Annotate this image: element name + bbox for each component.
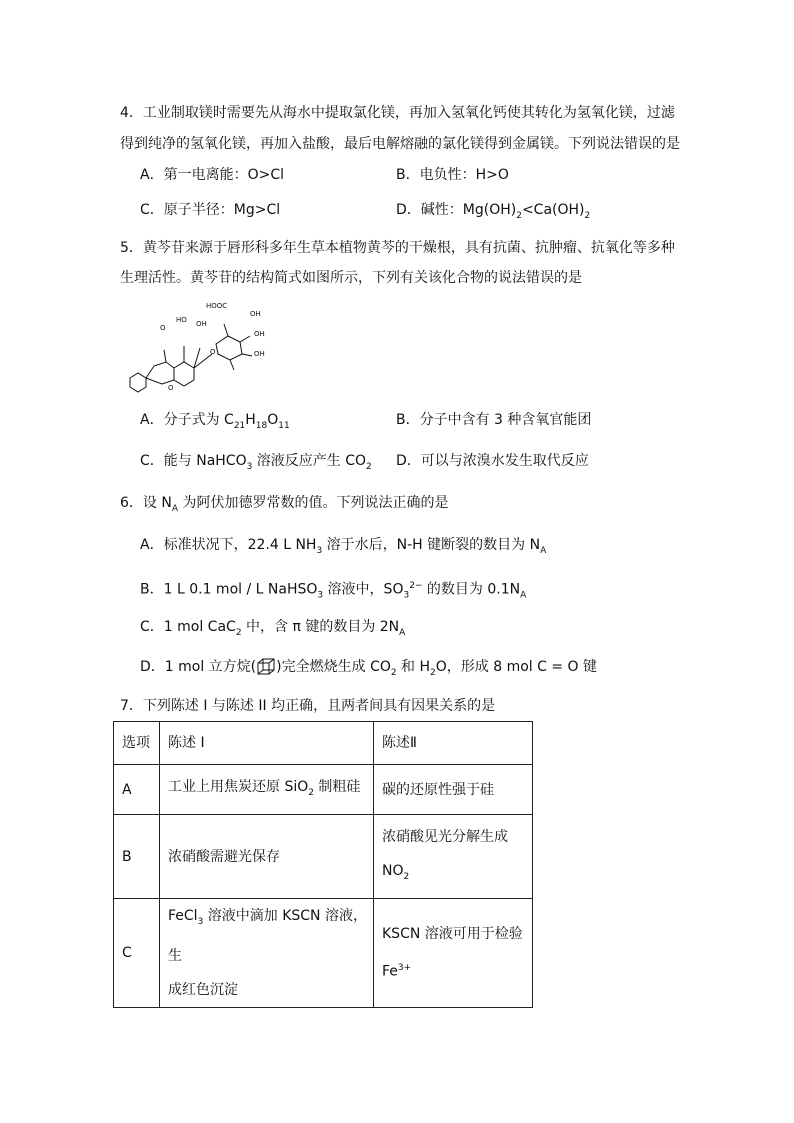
q6-option-c: C．1 mol CaC$_2$ 中，含 π 键的数目为 $2N_A$ bbox=[140, 619, 406, 638]
q5-stem-line1: 5．黄芩苷来源于唇形科多年生草本植物黄芩的干燥根，具有抗菌、抗肿瘤、抗氧化等多种 bbox=[120, 240, 675, 256]
q5-stem-line2: 生理活性。黄芩苷的结构简式如图所示，下列有关该化合物的说法错误的是 bbox=[120, 270, 582, 286]
q4-stem-line2: 得到纯净的氢氧化镁，再加入盐酸，最后电解熔融的氯化镁得到金属镁。下列说法错误的是 bbox=[120, 136, 680, 152]
row-b-statement-1: 浓硝酸需避光保存 bbox=[160, 815, 374, 899]
row-b-option: B bbox=[114, 815, 160, 899]
q5-option-c: C．能与 NaHCO$_3$ 溶液反应产生 $CO_2$ bbox=[140, 453, 372, 472]
header-option: 选项 bbox=[114, 722, 160, 765]
q6-option-d: D．1 mol 立方烷( )完全燃烧生成 $CO_2$ 和 $H_2O$，形成 8 mol C = O 键 bbox=[140, 659, 598, 678]
row-a-statement-1: 工业上用焦炭还原 SiO$_2$ 制粗硅 bbox=[160, 765, 374, 815]
oh-label-2: OH bbox=[250, 310, 261, 318]
table-row bbox=[114, 815, 533, 899]
baicalin-structure bbox=[116, 296, 276, 396]
cubane-icon bbox=[256, 657, 276, 677]
q5-option-d: D．可以与浓溴水发生取代反应 bbox=[396, 453, 589, 469]
row-c-option: C bbox=[114, 899, 160, 1008]
row-a-statement-2: 碳的还原性强于硅 bbox=[374, 765, 533, 815]
ketone-o-label: O bbox=[160, 324, 166, 332]
row-a-option: A bbox=[114, 765, 160, 815]
row-c-statement-1: FeCl$_3$ 溶液中滴加 KSCN 溶液，生 成红色沉淀 bbox=[160, 899, 374, 1008]
row-c-statement-2: KSCN 溶液可用于检验 $Fe^{3+}$ bbox=[374, 899, 533, 1008]
q4-option-b: B．电负性：H>O bbox=[396, 167, 509, 183]
q6-option-a: A．标准状况下，22.4 L $NH_3$ 溶于水后，N-H 键断裂的数目为 $N_A$ bbox=[140, 537, 547, 556]
header-statement-2: 陈述Ⅱ bbox=[374, 722, 533, 765]
ether-o-label: O bbox=[210, 348, 216, 356]
q6-option-b: B．1 L 0.1 mol / L NaHSO$_3$ 溶液中，$SO_3^{2-}$ 的数目为 $0.1N_A$ bbox=[140, 581, 527, 601]
q4-option-d: D．碱性：$Mg(OH)_2<Ca(OH)_2$ bbox=[396, 202, 591, 221]
q5-option-a: A．分子式为 $C_{21}H_{18}O_{11}$ bbox=[140, 412, 290, 431]
q7-stem: 7．下列陈述 I 与陈述 II 均正确，且两者间具有因果关系的是 bbox=[120, 698, 496, 714]
table-row bbox=[114, 899, 533, 1008]
oh-label-3: OH bbox=[254, 330, 265, 338]
cooh-label: HOOC bbox=[206, 302, 228, 310]
q4-option-a: A．第一电离能：O>Cl bbox=[140, 167, 284, 183]
table-row bbox=[114, 765, 533, 815]
row-b-statement-2: 浓硝酸见光分解生成 $NO_2$ bbox=[374, 815, 533, 899]
ring-o-label: O bbox=[168, 384, 174, 392]
header-statement-1: 陈述 I bbox=[160, 722, 374, 765]
q4-option-c: C．原子半径：Mg>Cl bbox=[140, 202, 281, 218]
phenyl-ring bbox=[130, 373, 146, 392]
q6-stem: 6．设 $N_A$ 为阿伏加德罗常数的值。下列说法正确的是 bbox=[120, 495, 449, 514]
q4-stem-line1: 4．工业制取镁时需要先从海水中提取氯化镁，再加入氢氧化钙使其转化为氢氧化镁，过滤 bbox=[120, 105, 675, 121]
oh-label-1: OH bbox=[196, 320, 207, 328]
ho-label: HO bbox=[176, 316, 187, 324]
q5-option-b: B．分子中含有 3 种含氧官能团 bbox=[396, 412, 592, 428]
table-header-row bbox=[114, 722, 533, 765]
oh-label-4: OH bbox=[254, 350, 265, 358]
q7-table bbox=[113, 721, 533, 1008]
